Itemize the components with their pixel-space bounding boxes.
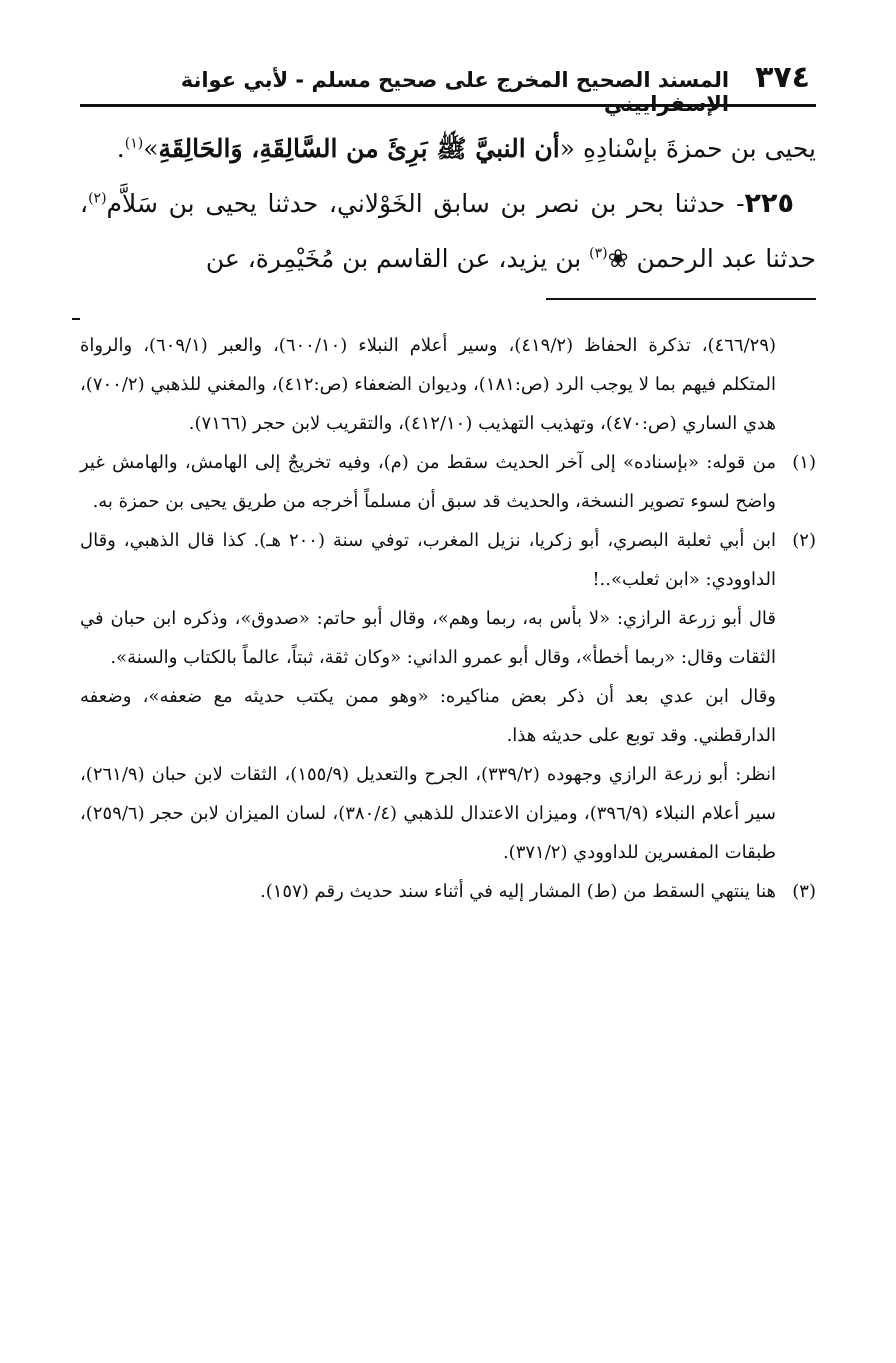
hadith-tail-line: [80, 121, 816, 176]
radiallahu-anhu-icon: ❀: [607, 244, 629, 273]
footnote-ref-2: (٢): [88, 190, 107, 207]
footnote-3: [80, 872, 816, 911]
margin-mark: [72, 318, 80, 320]
footnote-ref-3: (٣): [589, 245, 608, 262]
footnote-1: [80, 443, 816, 521]
footnote-1-number: (١): [792, 452, 816, 473]
hadith-225: [80, 176, 816, 286]
hadith-tail-period: .: [116, 134, 125, 163]
page-number: ٣٧٤: [755, 60, 810, 95]
main-text: [80, 121, 816, 286]
footnote-3-text: هنا ينتهي السقط من (ط) المشار إليه في أثناء سند حديث رقم (١٥٧).: [260, 881, 776, 902]
footnote-2: [80, 521, 816, 599]
hadith-isnad-a: - حدثنا بحر بن نصر بن سابق الخَوْلاني، حدثنا يحيى بن سَلاَّم: [106, 189, 745, 218]
footnote-3-number: (٣): [792, 881, 816, 902]
footnotes: [80, 326, 816, 911]
page-header: [80, 60, 816, 116]
footnote-ref-1: (١): [124, 135, 144, 152]
book-page: [80, 60, 816, 1340]
hadith-isnad-b: ، حدثنا عبد الرحمن: [80, 189, 816, 273]
hadith-tail-start: يحيى بن حمزةَ بإسْنادِهِ «: [559, 134, 816, 163]
footnote-separator: [546, 298, 816, 300]
running-title: المسند الصحيح المخرج على صحيح مسلم - لأبي عوانة الإسفراييني: [180, 68, 730, 116]
hadith-tail-close: »: [143, 134, 159, 163]
footnote-2-text: ابن أبي ثعلبة البصري، أبو زكريا، نزيل المغرب، توفي سنة (٢٠٠ هـ). كذا قال الذهبي، وقال الداوودي: «ابن ثعلب»..!: [80, 530, 776, 590]
footnote-2-paragraph-2: قال أبو زرعة الرازي: «لا بأس به، ربما وهم»، وقال أبو حاتم: «صدوق»، وذكره ابن حبان في الثقات وقال: «ربما أخطأ»، وقال أبو عمرو الداني: «وكان ثقة، ثبتاً، عالماً بالكتاب والسنة».: [80, 608, 776, 668]
footnote-continuation: (٤٦٦/٢٩)، تذكرة الحفاظ (٤١٩/٢)، وسير أعلام النبلاء (٦٠٠/١٠)، والعبر (٦٠٩/١)، والرواة المتكلم فيهم بما لا يوجب الرد (ص:١٨١)، وديوان الضعفاء (ص:٤١٢)، والمغني للذهبي (٧٠٠/٢)، هدي الساري (ص:٤٧٠)، وتهذيب التهذيب (٤١٢/١٠)، والتقريب لابن حجر (٧١٦٦).: [80, 335, 777, 434]
hadith-matn: أن النبيَّ ﷺ بَرِئَ من السَّالِقَةِ، وَالحَالِقَةِ: [158, 134, 560, 163]
hadith-number: ٢٢٥: [744, 188, 794, 219]
footnote-2-paragraph-3: وقال ابن عدي بعد أن ذكر بعض مناكيره: «وهو ممن يكتب حديثه مع ضعفه»، وضعفه الدارقطني. وقد توبع على حديثه هذا.: [80, 686, 776, 746]
footnote-1-text: من قوله: «بإسناده» إلى آخر الحديث سقط من (م)، وفيه تخريجٌ إلى الهامش، والهامش غير واضح لسوء تصوير النسخة، والحديث قد سبق أن مسلماً أخرجه من طريق يحيى بن حمزة به.: [80, 452, 776, 512]
footnote-2-number: (٢): [792, 530, 816, 551]
hadith-isnad-c: بن يزيد، عن القاسم بن مُخَيْمِرة، عن: [205, 244, 590, 273]
footnote-2-paragraph-4: انظر: أبو زرعة الرازي وجهوده (٣٣٩/٢)، الجرح والتعديل (١٥٥/٩)، الثقات لابن حبان (٢٦١/٩)، سير أعلام النبلاء (٣٩٦/٩)، وميزان الاعتدال للذهبي (٣٨٠/٤)، لسان الميزان لابن حجر (٢٥٩/٦)، طبقات المفسرين للداوودي (٣٧١/٢).: [80, 764, 776, 863]
footnote-rule-wrap: [80, 298, 816, 326]
